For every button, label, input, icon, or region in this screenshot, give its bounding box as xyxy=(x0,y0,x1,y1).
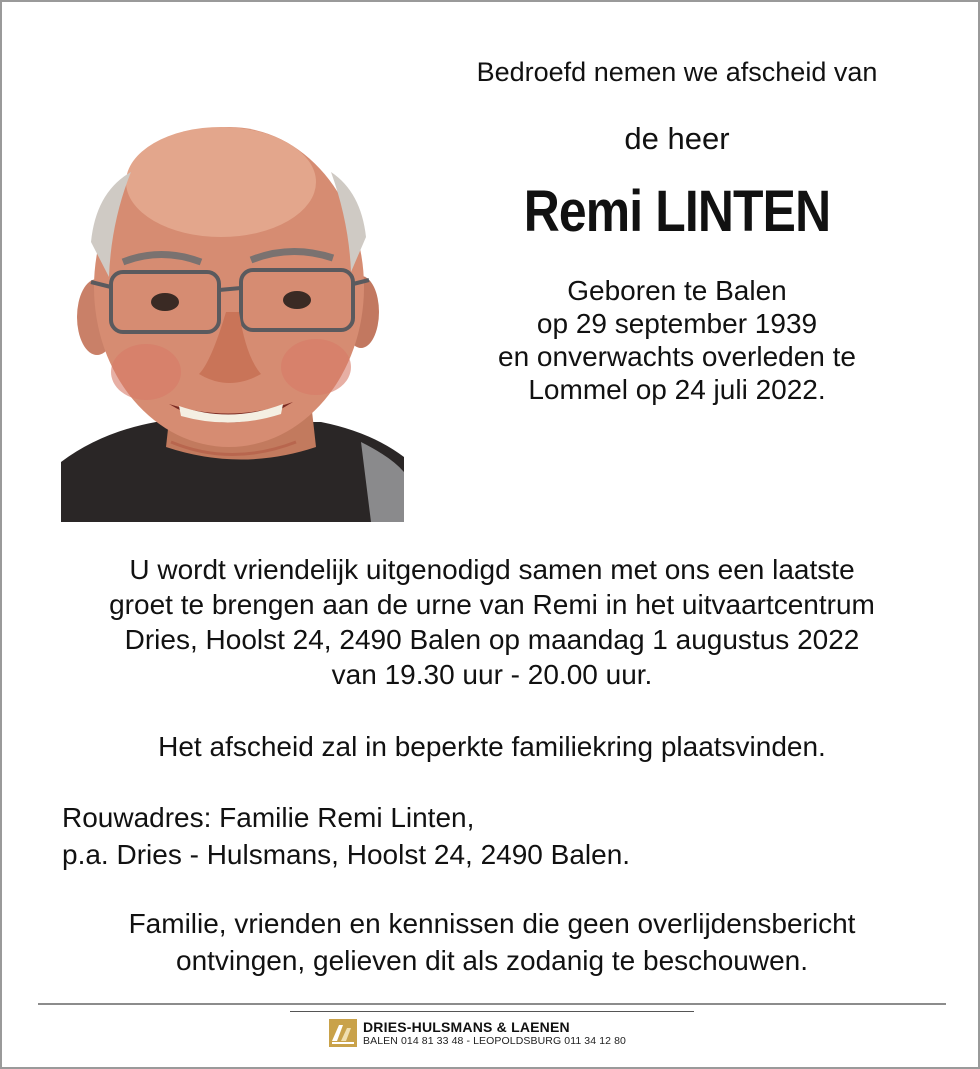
bio-line: op 29 september 1939 xyxy=(536,308,818,339)
bio-line: Lommel op 24 juli 2022. xyxy=(528,374,826,405)
invitation-line: U wordt vriendelijk uitgenodigd samen met ons een laatste xyxy=(129,554,855,585)
mourning-address xyxy=(62,799,630,873)
bio-line: Geboren te Balen xyxy=(567,275,787,306)
funeral-home-footer xyxy=(329,1016,626,1050)
invitation-line: Dries, Hoolst 24, 2490 Balen op maandag 1 augustus 2022 xyxy=(124,624,860,655)
company-name: DRIES-HULSMANS & LAENEN xyxy=(363,1018,570,1035)
family-circle-text: Het afscheid zal in beperkte familiekring plaatsvinden. xyxy=(158,731,826,762)
footer-divider xyxy=(38,1003,946,1005)
honorific: de heer xyxy=(624,121,730,156)
funeral-home-logo-icon xyxy=(329,1019,357,1047)
invitation-line: groet te brengen aan de urne van Remi in het uitvaartcentrum xyxy=(109,589,875,620)
notice-line: ontvingen, gelieven dit als zodanig te beschouwen. xyxy=(176,945,808,976)
notice-line: Familie, vrienden en kennissen die geen overlijdensbericht xyxy=(128,908,856,939)
header-block xyxy=(422,54,932,406)
birth-death-details xyxy=(422,274,932,406)
invitation-paragraph xyxy=(2,552,980,692)
footer-thin-divider xyxy=(290,1011,694,1012)
company-contact: BALEN 014 81 33 48 - LEOPOLDSBURG 011 34 12 80 xyxy=(363,1034,626,1047)
notice-paragraph xyxy=(2,905,980,979)
address-line: p.a. Dries - Hulsmans, Hoolst 24, 2490 Balen. xyxy=(62,839,631,870)
bio-line: en onverwachts overleden te xyxy=(498,341,856,372)
invitation-line: van 19.30 uur - 20.00 uur. xyxy=(331,659,653,690)
deceased-name: Remi LINTEN xyxy=(523,179,831,244)
address-line: Rouwadres: Familie Remi Linten, xyxy=(62,802,475,833)
portrait-photo xyxy=(61,112,404,522)
intro-text: Bedroefd nemen we afscheid van xyxy=(476,57,878,87)
